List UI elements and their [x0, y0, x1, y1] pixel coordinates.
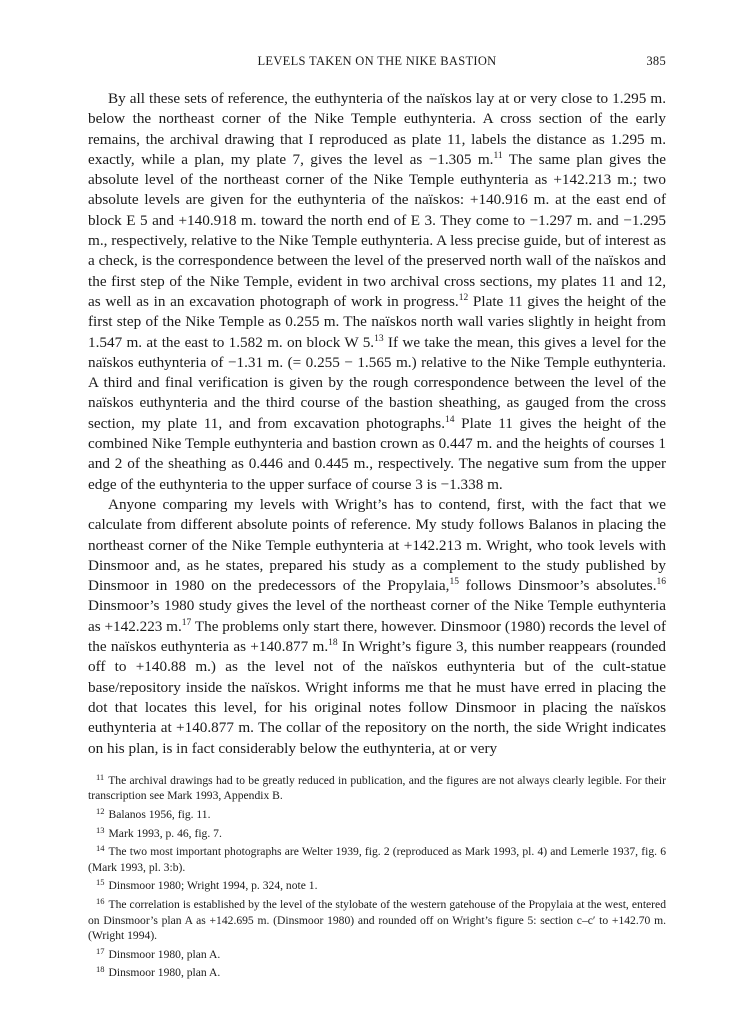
footnote — [88, 841, 666, 875]
text-run: In Wright’s figure 3, this number reappears (rounded off to +140.88 m.) as the level not of the naïskos euthynteria but of the cult-statue base/repository inside the naïskos. Wright informs me that he must have erred in placing the dot that locates this level, for his original notes follow Dinsmoor in placing the naïskos euthynteria at +140.877 m. The collar of the repository on the north, the side Wright indicates on his plan, is in fact considerably below the euthynteria, at or very — [88, 638, 666, 757]
paragraph — [88, 89, 666, 495]
body-text — [88, 89, 666, 759]
text-run: Dinsmoor’s 1980 study gives the level of the northeast corner of the Nike Temple euthynteria as +142.223 m. — [88, 597, 666, 635]
footnote — [88, 770, 666, 804]
footnotes — [88, 770, 666, 981]
text-run: The same plan gives the absolute level of the northeast corner of the Nike Temple euthynteria as +142.213 m.; two absolute levels are given for the euthynteria of the naïskos: +140.916 m. at the east end of block E 5 and +140.918 m. toward the north end of E 3. They come to −1.297 m. and −1.295 m., respectively, relative to the Nike Temple euthynteria. A less precise guide, but of interest as a check, is the correspondence between the level of the preserved north wall of the naïskos and the first step of the Nike Temple, evident in two archival cross sections, my plates 11 and 12, as well as in an excavation photograph of work in progress. — [88, 150, 666, 310]
footnote-number: 17 — [96, 945, 105, 956]
footnote-ref: 17 — [181, 617, 192, 628]
footnote-number: 11 — [96, 771, 105, 782]
footnote-ref: 16 — [656, 577, 666, 588]
footnote-ref: 18 — [328, 638, 338, 649]
page — [88, 52, 666, 981]
text-run: The problems only start there, however. Dinsmoor (1980) records the level of the naïskos euthynteria as +140.877 m. — [88, 617, 667, 656]
footnote-ref: 12 — [458, 292, 469, 303]
footnote-text: The two most important photographs are Welter 1939, fig. 2 (reproduced as Mark 1993, pl. 4) and Lemerle 1937, fig. 6 (Mark 1993, pl. 3:b). — [88, 845, 666, 874]
text-run: Plate 11 gives the height of the first step of the Nike Temple as 0.255 m. The naïskos north wall varies slightly in height from 1.547 m. at the east to 1.582 m. on block W 5. — [88, 292, 666, 351]
footnote — [88, 894, 666, 944]
text-run: Plate 11 gives the height of the combined Nike Temple euthynteria and bastion crown as 0.447 m. and the heights of courses 1 and 2 of the sheathing as 0.446 and 0.445 m., respectively. The negative sum from the upper edge of the euthynteria to the upper surface of course 3 is −1.338 m. — [88, 414, 666, 493]
footnote-number: 15 — [96, 877, 105, 888]
footnote — [88, 875, 666, 894]
footnote-ref: 15 — [449, 577, 459, 588]
footnote-ref: 13 — [374, 333, 384, 344]
footnote — [88, 944, 666, 963]
text-run: By all these sets of reference, the euthynteria of the naïskos lay at or very close to 1.295 m. below the northeast corner of the Nike Temple euthynteria. A cross section of the early remains, the archival drawing that I reproduced as plate 11, labels the distance as 1.295 m. exactly, while a plan, my plate 7, gives the level as −1.305 m. — [88, 90, 666, 168]
text-run: Anyone comparing my levels with Wright’s has to contend, first, with the fact that we calculate from different absolute points of reference. My study follows Balanos in placing the northeast corner of the Nike Temple euthynteria at +142.213 m. Wright, who took levels with Dinsmoor and, as he states, prepared his study as a complement to the study published by Dinsmoor in 1980 on the predecessors of the Propylaia, — [88, 495, 666, 595]
footnote-text: Balanos 1956, fig. 11. — [108, 807, 211, 821]
footnote-text: The archival drawings had to be greatly reduced in publication, and the figures are not always clearly legible. For their transcription see Mark 1993, Appendix B. — [88, 773, 666, 803]
paragraph — [88, 495, 666, 759]
footnote-text: The correlation is established by the level of the stylobate of the western gatehouse of the Propylaia at the west, entered on Dinsmoor’s plan A as +142.695 m. (Dinsmoor 1980) and rounded off on Wright’s figure 5: section c–c′ to +142.70 m. (Wright 1994). — [88, 897, 666, 943]
running-header — [88, 52, 666, 74]
page-number: 385 — [646, 54, 666, 68]
footnote-text: Dinsmoor 1980, plan A. — [108, 966, 221, 980]
footnote-ref: 14 — [445, 414, 455, 425]
footnote-number: 18 — [96, 964, 105, 975]
footnote — [88, 962, 666, 981]
footnote-text: Mark 1993, p. 46, fig. 7. — [108, 826, 222, 840]
footnote-number: 16 — [96, 895, 105, 906]
footnote — [88, 823, 666, 842]
text-run: follows Dinsmoor’s absolutes. — [458, 577, 657, 595]
running-title: LEVELS TAKEN ON THE NIKE BASTION — [257, 54, 497, 68]
footnote-text: Dinsmoor 1980, plan A. — [108, 947, 221, 961]
text-run: If we take the mean, this gives a level for the naïskos euthynteria of −1.31 m. (= 0.255 − 1.565 m.) relative to the Nike Temple euthynteria. A third and final verification is given by the rough correspondence between the level of the naïskos euthynteria and the third course of the bastion sheathing, as gauged from the cross section, my plate 11, and from excavation photographs. — [88, 333, 666, 432]
footnote-number: 12 — [96, 805, 105, 816]
footnote-text: Dinsmoor 1980; Wright 1994, p. 324, note 1. — [108, 879, 318, 893]
footnote-ref: 11 — [493, 150, 503, 161]
footnote-number: 14 — [96, 843, 105, 854]
footnote — [88, 804, 666, 823]
footnote-number: 13 — [96, 824, 105, 835]
